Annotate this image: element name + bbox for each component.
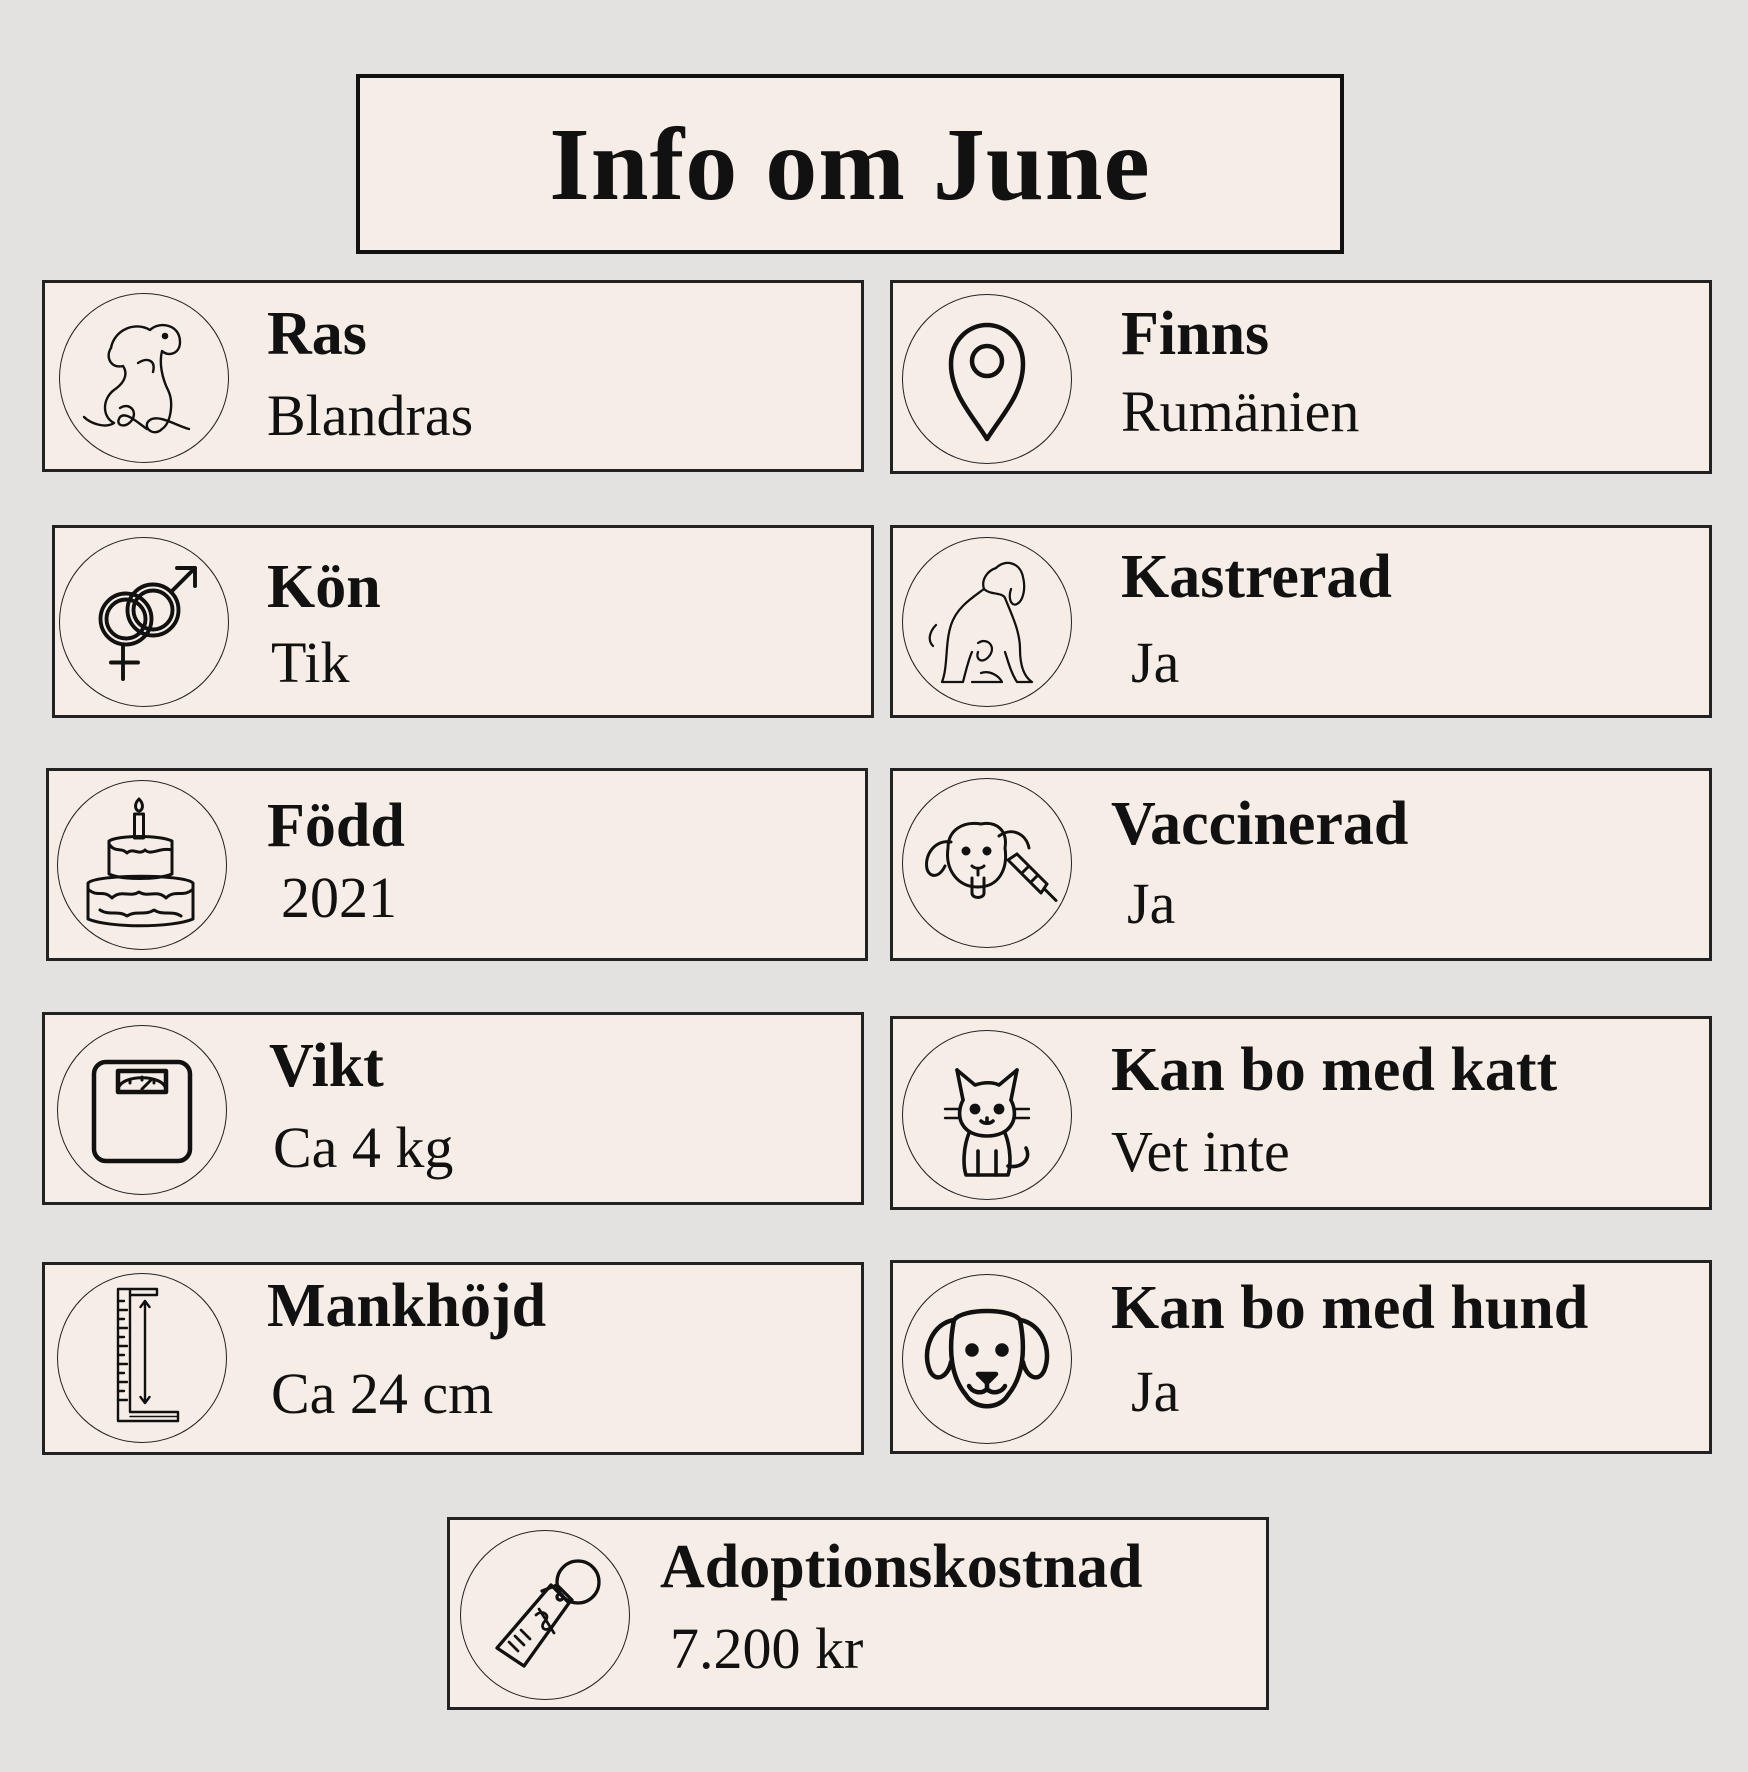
dog-syringe-icon [912, 788, 1062, 938]
card-value: Ja [1131, 630, 1180, 695]
info-card-kon [52, 525, 874, 718]
info-card-kastrerad [890, 525, 1712, 718]
card-value: 2021 [281, 865, 397, 930]
info-card-fodd [46, 768, 868, 961]
icon-ring [59, 537, 229, 707]
info-card-vikt [42, 1012, 864, 1205]
icon-ring [902, 1030, 1072, 1200]
card-label: Vikt [269, 1032, 384, 1100]
scale-icon [67, 1035, 217, 1185]
icon-ring [460, 1530, 630, 1700]
info-card-katt [890, 1016, 1712, 1210]
info-card-ras [42, 280, 864, 472]
card-value: Ja [1131, 1359, 1180, 1424]
card-value: Vet inte [1111, 1119, 1290, 1184]
cat-icon [912, 1040, 1062, 1190]
icon-ring [57, 780, 227, 950]
card-label: Ras [267, 300, 367, 368]
map-pin-icon [912, 304, 1062, 454]
card-value: Rumänien [1121, 379, 1360, 444]
card-label: Kan bo med hund [1111, 1274, 1589, 1342]
sketch-dog-icon [69, 303, 219, 453]
gender-symbols-icon [69, 547, 219, 697]
card-label: Kön [267, 553, 381, 621]
page-title: Info om June [549, 106, 1151, 222]
icon-ring [902, 537, 1072, 707]
birthday-cake-icon [67, 790, 217, 940]
icon-ring [902, 294, 1072, 464]
icon-ring [59, 293, 229, 463]
card-value: Blandras [267, 383, 474, 448]
card-value: Ca 4 kg [273, 1115, 454, 1180]
price-tag-icon [470, 1540, 620, 1690]
card-label: Född [267, 792, 405, 860]
card-label: Adoptionskostnad [660, 1533, 1143, 1601]
card-label: Vaccinerad [1111, 790, 1409, 858]
info-card-vaccinerad [890, 768, 1712, 961]
card-value: Tik [271, 630, 350, 695]
dog-face-icon [912, 1284, 1062, 1434]
icon-ring [902, 1274, 1072, 1444]
info-card-hund [890, 1260, 1712, 1454]
card-label: Finns [1121, 300, 1270, 368]
card-value: Ja [1127, 871, 1176, 936]
icon-ring [902, 778, 1072, 948]
card-label: Mankhöjd [267, 1272, 547, 1340]
card-label: Kan bo med katt [1111, 1036, 1558, 1104]
title-box [356, 74, 1344, 254]
info-card-finns [890, 280, 1712, 474]
card-value: 7.200 kr [670, 1616, 864, 1681]
height-ruler-icon [67, 1283, 217, 1433]
card-value: Ca 24 cm [271, 1361, 494, 1426]
info-card-mankhojd [42, 1262, 864, 1455]
card-label: Kastrerad [1121, 543, 1392, 611]
icon-ring [57, 1273, 227, 1443]
icon-ring [57, 1025, 227, 1195]
sitting-dog-icon [912, 547, 1062, 697]
info-card-adoption [447, 1517, 1269, 1710]
